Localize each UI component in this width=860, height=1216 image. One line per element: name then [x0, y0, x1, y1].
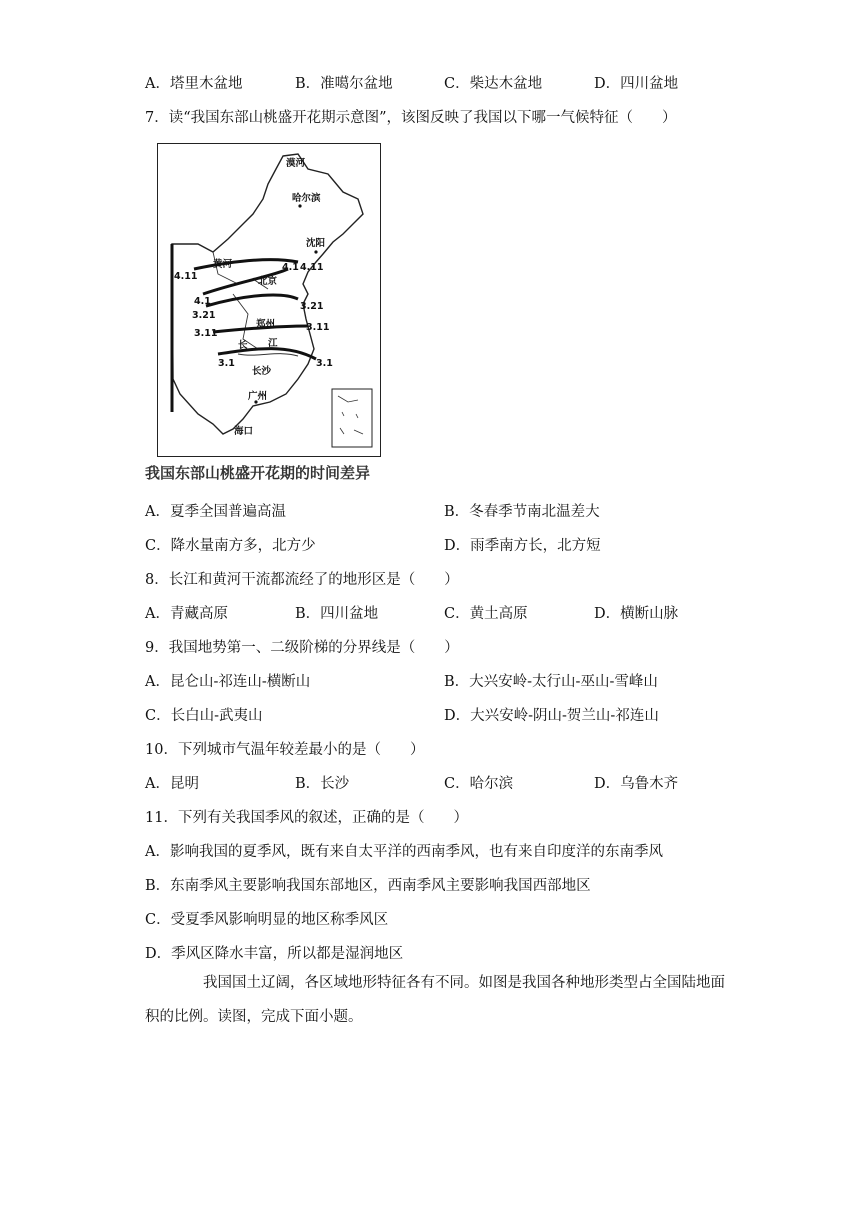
q11-option-a: A．影响我国的夏季风，既有来自太平洋的西南季风，也有来自印度洋的东南季风 [145, 844, 663, 860]
q7-option-b: B．冬春季节南北温差大 [444, 504, 600, 520]
q7-option-d: D．雨季南方长，北方短 [444, 538, 601, 554]
q6-option-b: B．准噶尔盆地 [295, 76, 393, 92]
isoline-label-4-1-west: 4.1 [194, 296, 211, 307]
label-shenyang: 沈阳 [306, 238, 326, 249]
isoline-label-3-1-west: 3.1 [218, 358, 235, 369]
label-huanghe: 黄河 [213, 259, 233, 270]
q10-option-a: A．昆明 [145, 776, 199, 792]
isoline-label-4-1-east: 4.1 [282, 262, 299, 273]
q8-stem: 8．长江和黄河干流都流经了的地形区是（ ） [145, 572, 459, 588]
isoline-label-3-1-east: 3.1 [316, 358, 333, 369]
label-haikou: 海口 [234, 426, 254, 437]
isoline-3-21 [206, 295, 298, 306]
q6-option-a: A．塔里木盆地 [145, 76, 243, 92]
q7-stem: 7．读“我国东部山桃盛开花期示意图”，该图反映了我国以下哪一气候特征（ ） [145, 110, 677, 126]
q11-option-c: C．受夏季风影响明显的地区称季风区 [145, 912, 389, 928]
isoline-label-3-21-west: 3.21 [192, 310, 216, 321]
q7-option-a: A．夏季全国普遍高温 [145, 504, 286, 520]
q7-option-c: C．降水量南方多，北方少 [145, 538, 316, 554]
q8-option-b: B．四川盆地 [295, 606, 379, 622]
label-chang: 长 [238, 340, 248, 351]
isoline-label-4-11-west: 4.11 [174, 271, 198, 282]
passage-text: 我国国土辽阔，各区域地形特征各有不同。如图是我国各种地形类型占全国陆地面积的比例。读图，完成下面小题。 [145, 975, 725, 1025]
isoline-label-3-21-east: 3.21 [300, 301, 324, 312]
q8-option-d: D．横断山脉 [594, 606, 679, 622]
label-jiang: 江 [268, 338, 278, 349]
q10-option-b: B．长沙 [295, 776, 350, 792]
q8-option-a: A．青藏高原 [145, 606, 228, 622]
q9-option-c: C．长白山-武夷山 [145, 708, 263, 724]
q6-option-d: D．四川盆地 [594, 76, 679, 92]
q11-option-b: B．东南季风主要影响我国东部地区，西南季风主要影响我国西部地区 [145, 878, 591, 894]
label-beijing: 北京 [258, 276, 278, 287]
q10-stem: 10．下列城市气温年较差最小的是（ ） [145, 742, 425, 758]
isoline-label-4-11-east: 4.11 [300, 262, 324, 273]
label-zhengzhou: 郑州 [256, 319, 276, 330]
q9-option-a: A．昆仑山-祁连山-横断山 [145, 674, 311, 690]
q10-option-d: D．乌鲁木齐 [594, 776, 679, 792]
q9-option-b: B．大兴安岭-太行山-巫山-雪峰山 [444, 674, 658, 690]
reading-passage [145, 966, 725, 1034]
label-harbin: 哈尔滨 [292, 193, 321, 204]
q6-option-c: C．柴达木盆地 [444, 76, 543, 92]
q11-stem: 11．下列有关我国季风的叙述，正确的是（ ） [145, 810, 468, 826]
isoline-label-3-11-west: 3.11 [194, 328, 218, 339]
china-east-map-figure [158, 144, 380, 456]
q8-option-c: C．黄土高原 [444, 606, 528, 622]
q10-option-c: C．哈尔滨 [444, 776, 514, 792]
q9-option-d: D．大兴安岭-阴山-贺兰山-祁连山 [444, 708, 659, 724]
peach-blossom-map [157, 143, 381, 457]
label-mohe: 漠河 [286, 158, 306, 169]
shenyang-dot [314, 250, 317, 253]
q9-stem: 9．我国地势第一、二级阶梯的分界线是（ ） [145, 640, 459, 656]
isoline-label-3-11-east: 3.11 [306, 322, 330, 333]
map-caption: 我国东部山桃盛开花期的时间差异 [145, 464, 371, 482]
changjiang-river [238, 354, 298, 356]
q11-option-d: D．季风区降水丰富，所以都是湿润地区 [145, 946, 404, 962]
label-guangzhou: 广州 [248, 391, 268, 402]
label-changsha: 长沙 [252, 366, 272, 377]
south-china-sea-inset [332, 389, 372, 447]
harbin-dot [298, 204, 301, 207]
